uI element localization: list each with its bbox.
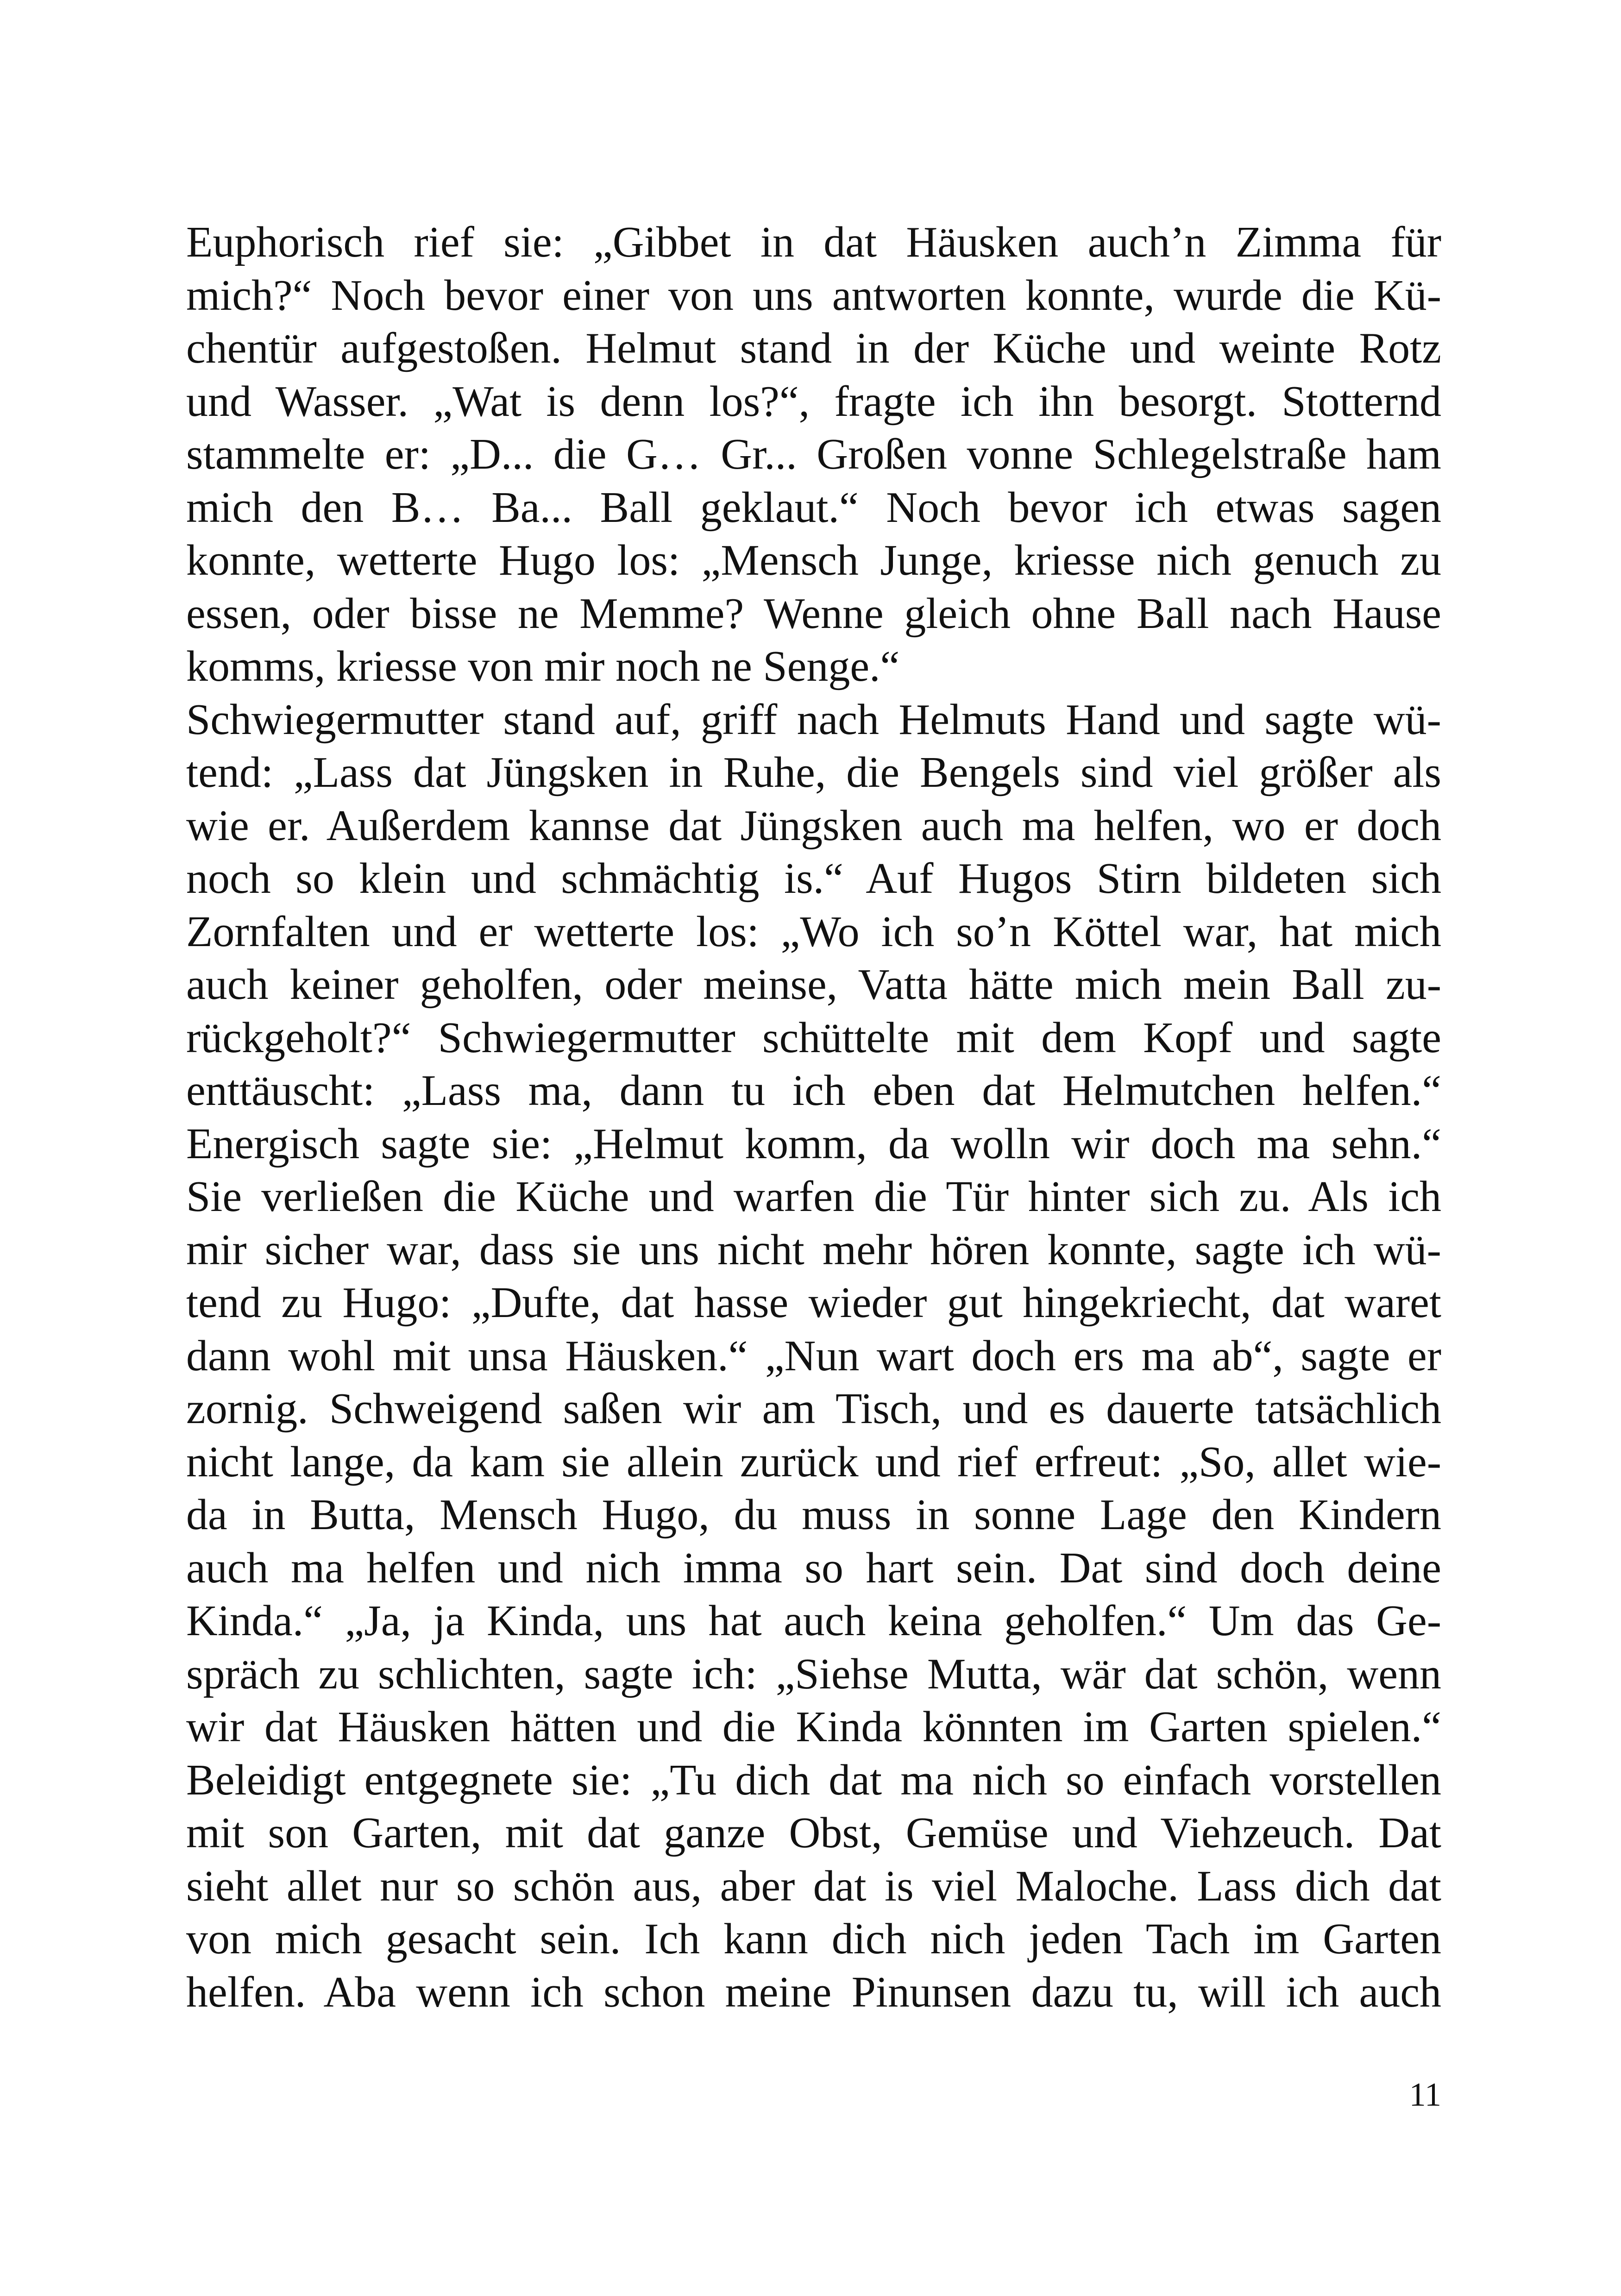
text-line: wie er. Außerdem kannse dat Jüngsken auch ma helfen, wo er doch [186,801,1441,850]
body-text [186,216,1441,2019]
text-line: noch so klein und schmächtig is.“ Auf Hugos Stirn bildeten sich [186,854,1441,903]
text-line: wir dat Häusken hätten und die Kinda könnten im Garten spielen.“ [186,1703,1441,1751]
text-line: mich?“ Noch bevor einer von uns antworten konnte, wurde die Kü- [186,271,1441,320]
text-line: und Wasser. „Wat is denn los?“, fragte ich ihn besorgt. Stotternd [186,377,1441,426]
text-line: komms, kriesse von mir noch ne Senge.“ [186,642,900,690]
text-line: auch keiner geholfen, oder meinse, Vatta hätte mich mein Ball zu- [186,960,1441,1009]
text-line: konnte, wetterte Hugo los: „Mensch Junge, kriesse nich genuch zu [186,536,1441,584]
text-line: tend: „Lass dat Jüngsken in Ruhe, die Bengels sind viel größer als [186,748,1441,797]
text-line: Energisch sagte sie: „Helmut komm, da wolln wir doch ma sehn.“ [186,1119,1441,1168]
text-line: zornig. Schweigend saßen wir am Tisch, und es dauerte tatsächlich [186,1385,1441,1433]
text-line: Zornfalten und er wetterte los: „Wo ich so’n Köttel war, hat mich [186,907,1441,956]
text-line: essen, oder bisse ne Memme? Wenne gleich ohne Ball nach Hause [186,589,1441,638]
text-line: Sie verließen die Küche und warfen die Tür hinter sich zu. Als ich [186,1173,1441,1221]
text-line: rückgeholt?“ Schwiegermutter schüttelte mit dem Kopf und sagte [186,1013,1441,1062]
page-number: 11 [1409,2076,1441,2113]
text-line: Euphorisch rief sie: „Gibbet in dat Häusken auch’n Zimma für [186,218,1441,266]
text-line: chentür aufgestoßen. Helmut stand in der Küche und weinte Rotz [186,324,1441,372]
text-line: dann wohl mit unsa Häusken.“ „Nun wart doch ers ma ab“, sagte er [186,1331,1441,1380]
text-line: tend zu Hugo: „Dufte, dat hasse wieder gut hingekriecht, dat waret [186,1279,1441,1327]
text-line: stammelte er: „D... die G… Gr... Großen vonne Schlegelstraße ham [186,430,1441,478]
text-line: auch ma helfen und nich imma so hart sein. Dat sind doch deine [186,1543,1441,1592]
text-line: nicht lange, da kam sie allein zurück und rief erfreut: „So, allet wie- [186,1437,1441,1486]
text-line: enttäuscht: „Lass ma, dann tu ich eben dat Helmutchen helfen.“ [186,1066,1441,1115]
text-line: helfen. Aba wenn ich schon meine Pinunsen dazu tu, will ich auch [186,1968,1441,2016]
text-line: mich den B… Ba... Ball geklaut.“ Noch bevor ich etwas sagen [186,483,1441,532]
text-line: Schwiegermutter stand auf, griff nach Helmuts Hand und sagte wü- [186,695,1441,744]
text-line: mir sicher war, dass sie uns nicht mehr hören konnte, sagte ich wü- [186,1225,1441,1274]
text-line: Beleidigt entgegnete sie: „Tu dich dat ma nich so einfach vorstellen [186,1756,1441,1804]
text-line: sieht allet nur so schön aus, aber dat is viel Maloche. Lass dich dat [186,1862,1441,1910]
text-line: spräch zu schlichten, sagte ich: „Siehse Mutta, wär dat schön, wenn [186,1650,1441,1698]
text-line: Kinda.“ „Ja, ja Kinda, uns hat auch keina geholfen.“ Um das Ge- [186,1597,1441,1645]
text-line: von mich gesacht sein. Ich kann dich nich jeden Tach im Garten [186,1915,1441,1963]
text-line: mit son Garten, mit dat ganze Obst, Gemüse und Viehzeuch. Dat [186,1809,1441,1857]
text-line: da in Butta, Mensch Hugo, du muss in sonne Lage den Kindern [186,1491,1441,1539]
